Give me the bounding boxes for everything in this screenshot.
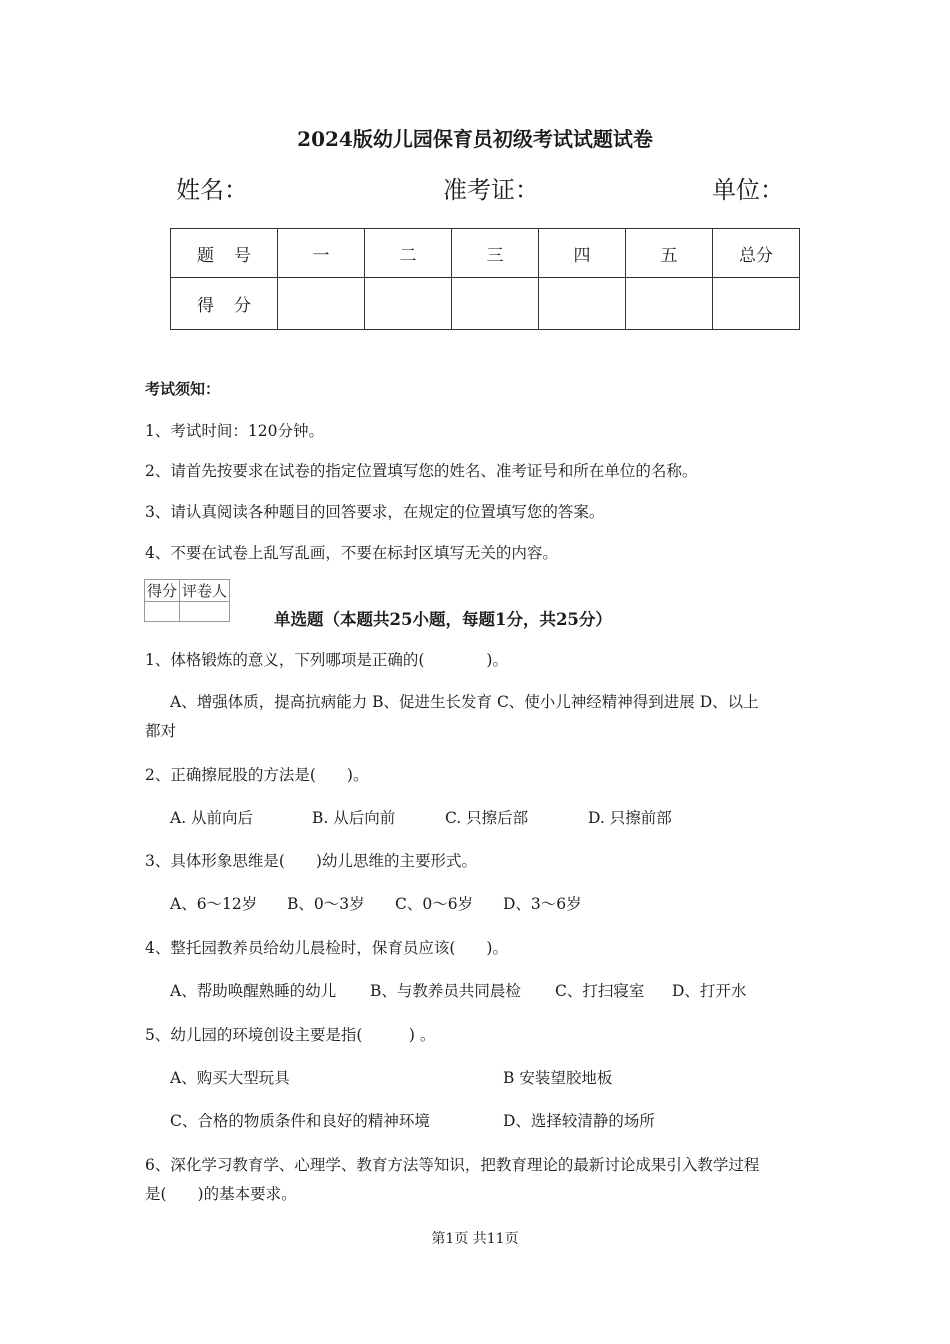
option: A、帮助唤醒熟睡的幼儿 [170,982,337,1000]
score-table-header-row [171,229,800,278]
page-footer: 第1页 共11页 [431,1231,519,1247]
question-options: A、增强体质，提高抗病能力 B、促进生长发育 C、使小儿神经精神得到进展 D、以上 [170,693,759,711]
option: C. 只擦后部 [445,809,529,827]
score-cell [452,278,539,330]
score-cell [365,278,452,330]
score-cell [713,278,800,330]
score-header-cell: 三 [452,229,539,278]
exam-id-label: 准考证： [443,176,539,204]
option: B、0～3岁 [287,895,365,913]
score-table-score-row [171,278,800,330]
score-header-cell: 二 [365,229,452,278]
question-text: 3、具体形象思维是( )幼儿思维的主要形式。 [145,852,477,870]
section-title: 单选题（本题共25小题，每题1分，共25分） [274,610,612,629]
question-options-continued: 都对 [145,722,177,740]
note-item: 3、请认真阅读各种题目的回答要求，在规定的位置填写您的答案。 [145,503,605,521]
question-text-continued: 是( )的基本要求。 [145,1185,297,1203]
score-header-cell: 五 [626,229,713,278]
score-cell [278,278,365,330]
option: C、0～6岁 [395,895,474,913]
score-cell [539,278,626,330]
question-text: 1、体格锻炼的意义，下列哪项是正确的( )。 [145,651,508,669]
question-text: 5、幼儿园的环境创设主要是指( ) 。 [145,1026,436,1044]
option: D、打开水 [672,982,747,1000]
grader-score-label: 得分 [145,580,180,602]
page-title: 2024版幼儿园保育员初级考试试题试卷 [297,127,653,151]
score-row-label: 得分 [171,278,278,330]
score-header-cell: 题号 [171,229,278,278]
notes-title: 考试须知： [145,380,221,398]
question-text: 4、整托园教养员给幼儿晨检时，保育员应该( )。 [145,939,508,957]
score-header-cell: 一 [278,229,365,278]
option: D. 只擦前部 [588,809,672,827]
score-header-cell: 四 [539,229,626,278]
grader-box [144,579,230,622]
option: D、3～6岁 [503,895,582,913]
grader-name-label: 评卷人 [180,580,230,602]
option: B. 从后向前 [312,809,396,827]
option: A. 从前向后 [170,809,254,827]
option: B、与教养员共同晨检 [370,982,521,1000]
note-item: 2、请首先按要求在试卷的指定位置填写您的姓名、准考证号和所在单位的名称。 [145,462,698,480]
score-header-cell: 总分 [713,229,800,278]
score-cell [626,278,713,330]
note-item: 4、不要在试卷上乱写乱画，不要在标封区填写无关的内容。 [145,544,558,562]
option: A、购买大型玩具 [170,1069,290,1087]
note-item: 1、考试时间：120分钟。 [145,422,324,440]
name-label: 姓名： [176,176,248,204]
option: D、选择较清静的场所 [503,1112,655,1130]
option: A、6～12岁 [170,895,258,913]
unit-label: 单位： [712,176,784,204]
score-table [170,228,800,330]
grader-name-cell [180,602,230,622]
question-text: 2、正确擦屁股的方法是( )。 [145,766,369,784]
option: B 安装望胶地板 [503,1069,613,1087]
option: C、打扫寝室 [555,982,645,1000]
grader-score-cell [145,602,180,622]
option: C、合格的物质条件和良好的精神环境 [170,1112,430,1130]
question-text: 6、深化学习教育学、心理学、教育方法等知识，把教育理论的最新讨论成果引入教学过程 [145,1156,760,1174]
